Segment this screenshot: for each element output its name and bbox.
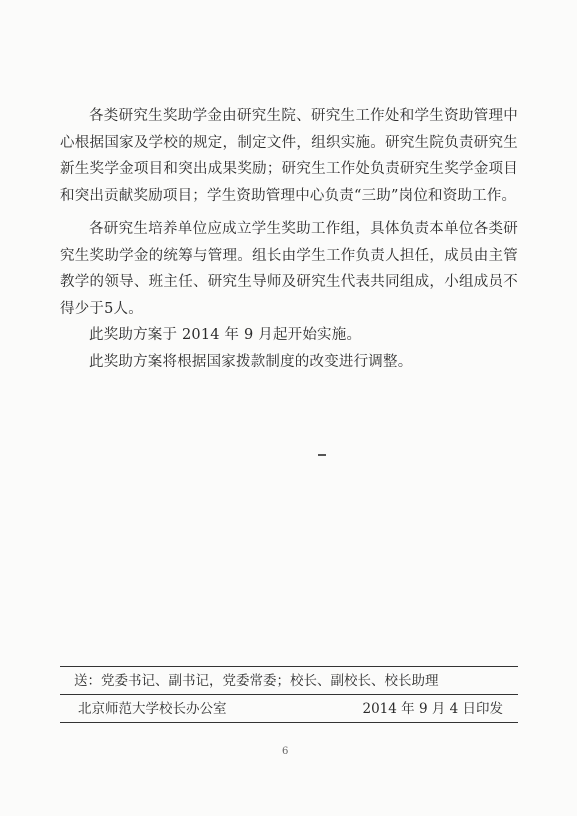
body-text [60,103,518,375]
cc-line: 送：党委书记、副书记，党委常委；校长、副校长、校长助理 [74,673,439,689]
paragraph-effective-date: 此奖助方案于 2014 年 9 月起开始实施。 [89,327,362,343]
paragraph-responsibilities: 各类研究生奖助学金由研究生院、研究生工作处和学生资助管理中心根据国家及学校的规定，制定文件，组织实施。研究生院负责研究生新生奖学金项目和突出成果奖励；研究生工作处负责研究生奖学金项目和突出贡献奖励项目；学生资助管理中心负责“三助”岗位和资助工作。 [60,108,518,204]
print-date: 2014 年 9 月 4 日印发 [362,701,503,717]
end-mark [318,454,326,456]
page-number: 6 [282,746,289,757]
paragraph-adjustment: 此奖助方案将根据国家拨款制度的改变进行调整。 [89,353,413,370]
paragraph-working-group: 各研究生培养单位应成立学生奖助工作组，具体负责本单位各类研究生奖助学金的统筹与管理。组长由学生工作负责人担任，成员由主管教学的领导、班主任、研究生导师及研究生代表共同组成，小组成员不得少于5人。 [60,221,518,317]
issuer: 北京师范大学校长办公室 [78,701,227,717]
footer-top-rule [60,666,518,667]
footer-bottom-rule [60,722,518,723]
footer-middle-rule [60,694,518,695]
